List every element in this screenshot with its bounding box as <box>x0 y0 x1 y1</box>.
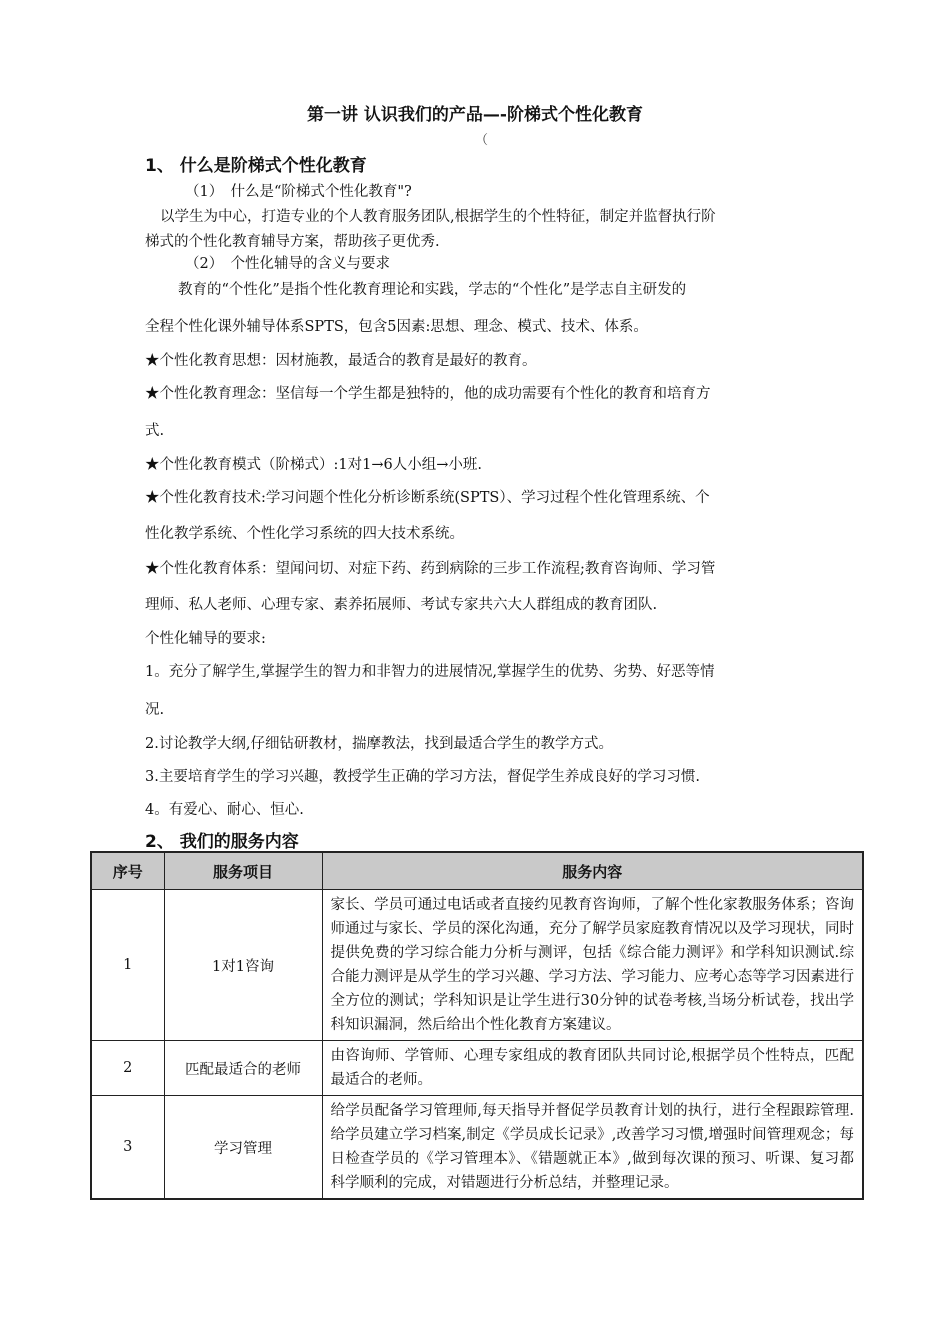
header-service-content: 服务内容 <box>322 852 863 890</box>
table-row <box>91 1041 863 1096</box>
requirement-3: 3.主要培育学生的学习兴趣，教授学生正确的学习方法，督促学生养成良好的学习习惯. <box>145 769 700 785</box>
row-number: 2 <box>91 1041 164 1096</box>
table-row <box>91 1096 863 1200</box>
requirement-1-line-2: 况. <box>145 702 165 718</box>
section-2-heading: 2、 我们的服务内容 <box>145 832 299 852</box>
row-item: 匹配最适合的老师 <box>164 1041 322 1096</box>
star-item-thought: ★个性化教育思想：因材施教，最适合的教育是最好的教育。 <box>145 353 537 369</box>
row-item: 学习管理 <box>164 1096 322 1200</box>
requirements-title: 个性化辅导的要求: <box>145 631 266 647</box>
requirement-1-line-1: 1。充分了解学生,掌握学生的智力和非智力的进展情况,掌握学生的优势、劣势、好恶等情 <box>145 664 715 680</box>
row-number: 3 <box>91 1096 164 1200</box>
star-item-mode: ★个性化教育模式（阶梯式）:1对1→6人小组→小班. <box>145 457 482 473</box>
star-item-tech-line-1: ★个性化教育技术:学习问题个性化分析诊断系统(SPTS）、学习过程个性化管理系统、个 <box>145 490 710 506</box>
header-service-item: 服务项目 <box>164 852 322 890</box>
star-item-concept-line-2: 式. <box>145 423 165 439</box>
table-header-row <box>91 852 863 890</box>
paragraph-1-line-1: 以学生为中心，打造专业的个人教育服务团队,根据学生的个性特征，制定并监督执行阶 <box>160 209 716 225</box>
star-item-system-line-2: 理师、私人老师、心理专家、素养拓展师、考试专家共六大人群组成的教育团队. <box>145 597 658 613</box>
question-1: （1） 什么是“阶梯式个性化教育"? <box>185 184 412 200</box>
row-item: 1对1咨询 <box>164 890 322 1041</box>
star-item-concept-line-1: ★个性化教育理念：坚信每一个学生都是独特的，他的成功需要有个性化的教育和培育方 <box>145 386 711 402</box>
document-title: 第一讲 认识我们的产品—-阶梯式个性化教育 <box>307 105 643 125</box>
question-2: （2） 个性化辅导的含义与要求 <box>185 256 390 272</box>
service-table <box>90 851 864 1200</box>
row-content: 家长、学员可通过电话或者直接约见教育咨询师，了解个性化家教服务体系；咨询师通过与家长、学员的深化沟通，充分了解学员家庭教育情况以及学习现状，同时提供免费的学习综合能力分析与测评，包括《综合能力测评》和学科知识测试.综合能力测评是从学生的学习兴趣、学习方法、学习能力、应考心态等学习因素进行全方位的测试；学科知识是让学生进行30分钟的试卷考核,当场分析试卷，找出学科知识漏洞，然后给出个性化教育方案建议。 <box>322 890 863 1041</box>
paragraph-2-line-1: 教育的“个性化”是指个性化教育理论和实践，学志的“个性化”是学志自主研发的 <box>178 282 687 298</box>
star-item-system-line-1: ★个性化教育体系：望闻问切、对症下药、药到病除的三步工作流程;教育咨询师、学习管 <box>145 561 716 577</box>
row-content: 由咨询师、学管师、心理专家组成的教育团队共同讨论,根据学员个性特点，匹配最适合的老师。 <box>322 1041 863 1096</box>
row-content: 给学员配备学习管理师,每天指导并督促学员教育计划的执行，进行全程跟踪管理.给学员建立学习档案,制定《学员成长记录》,改善学习习惯,增强时间管理观念；每日检查学员的《学习管理本》、《错题就正本》,做到每次课的预习、听课、复习都科学顺利的完成，对错题进行分析总结，并整理记录。 <box>322 1096 863 1200</box>
section-1-heading: 1、 什么是阶梯式个性化教育 <box>145 156 367 176</box>
stray-parenthesis: （ <box>475 133 489 148</box>
header-number: 序号 <box>91 852 164 890</box>
paragraph-1-line-2: 梯式的个性化教育辅导方案，帮助孩子更优秀. <box>145 234 440 250</box>
requirement-2: 2.讨论教学大纲,仔细钻研教材，揣摩教法，找到最适合学生的教学方式。 <box>145 736 613 752</box>
table-row <box>91 890 863 1041</box>
row-number: 1 <box>91 890 164 1041</box>
paragraph-2-line-2: 全程个性化课外辅导体系SPTS，包含5因素:思想、理念、模式、技术、体系。 <box>145 319 648 335</box>
requirement-4: 4。有爱心、耐心、恒心. <box>145 802 304 818</box>
star-item-tech-line-2: 性化教学系统、个性化学习系统的四大技术系统。 <box>145 526 464 542</box>
